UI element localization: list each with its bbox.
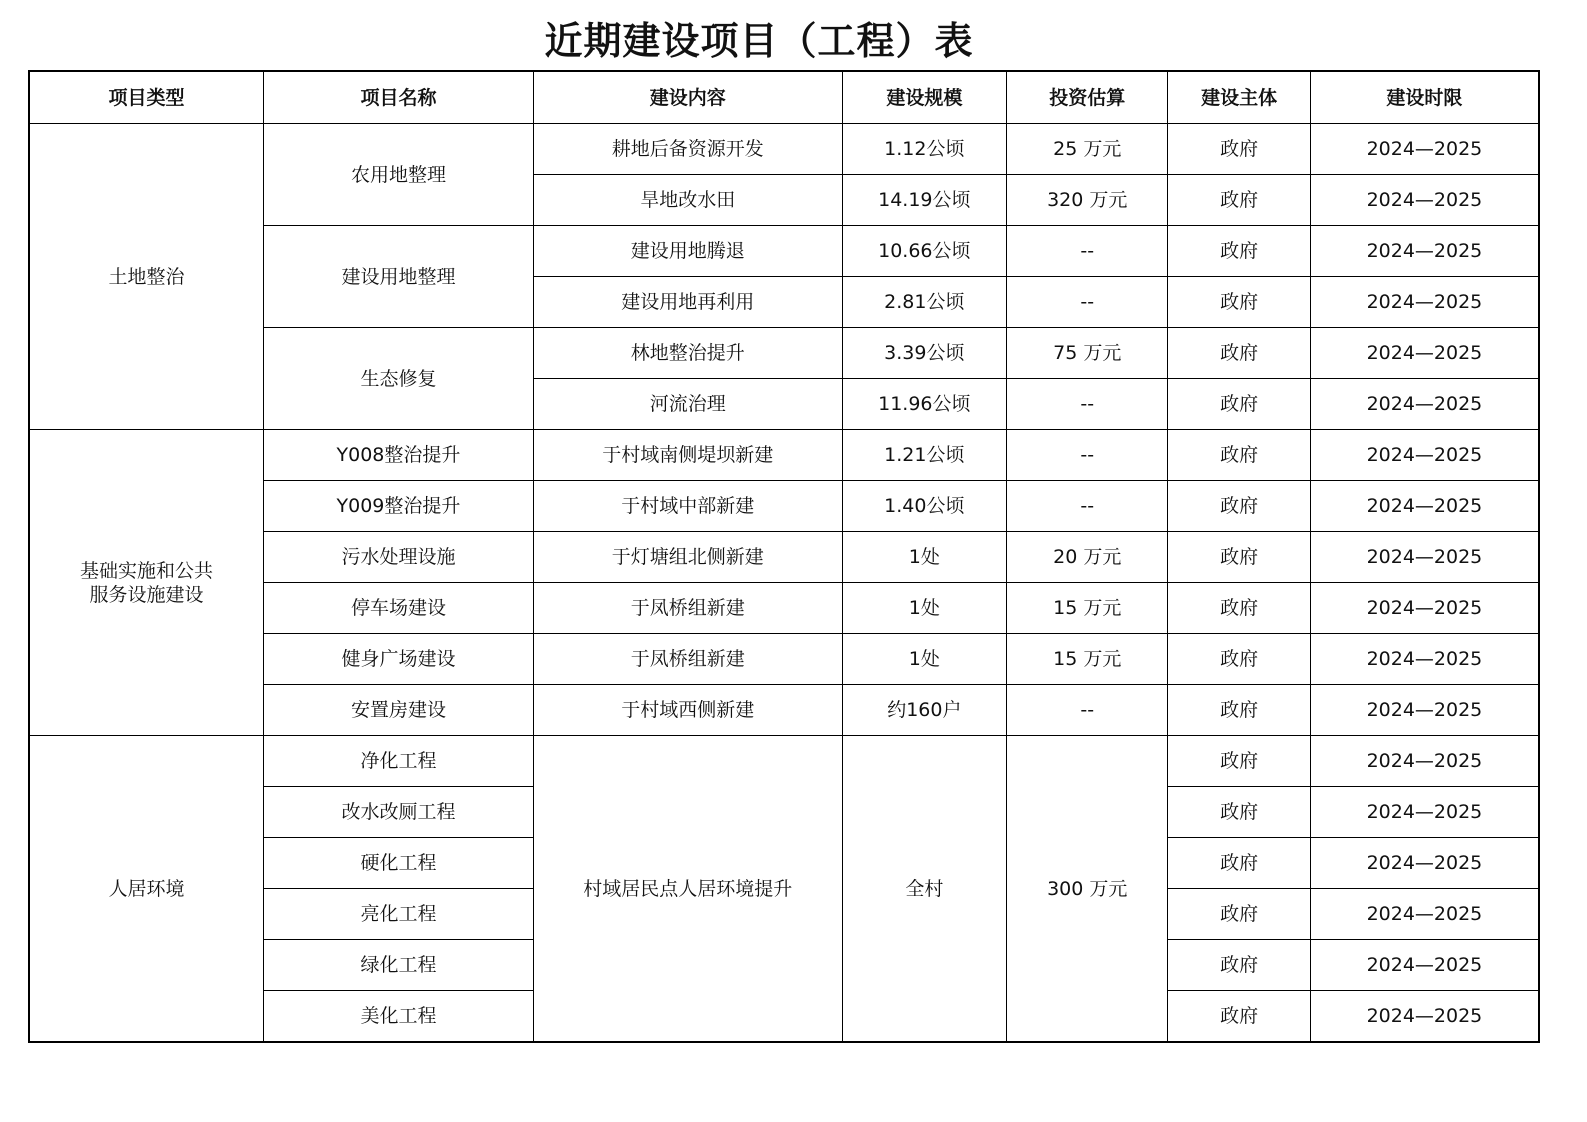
period-cell: 2024—2025 (1310, 226, 1539, 277)
content-cell: 于村域中部新建 (533, 481, 842, 532)
period-cell: 2024—2025 (1310, 685, 1539, 736)
invest-cell: 15 万元 (1007, 634, 1168, 685)
content-cell: 于村域南侧堤坝新建 (533, 430, 842, 481)
content-cell: 林地整治提升 (533, 328, 842, 379)
scale-cell: 1.40公顷 (842, 481, 1006, 532)
project-type-cell: 人居环境 (29, 736, 264, 1043)
invest-cell: 15 万元 (1007, 583, 1168, 634)
period-cell: 2024—2025 (1310, 634, 1539, 685)
scale-cell: 1.21公顷 (842, 430, 1006, 481)
invest-cell: -- (1007, 277, 1168, 328)
invest-cell: -- (1007, 430, 1168, 481)
project-name-cell: 生态修复 (264, 328, 534, 430)
subject-cell: 政府 (1168, 787, 1310, 838)
header-scale: 建设规模 (842, 71, 1006, 124)
header-period: 建设时限 (1310, 71, 1539, 124)
invest-cell: 20 万元 (1007, 532, 1168, 583)
period-cell: 2024—2025 (1310, 532, 1539, 583)
project-name-cell: 硬化工程 (264, 838, 534, 889)
project-table (28, 70, 1540, 1043)
invest-cell: 25 万元 (1007, 124, 1168, 175)
scale-cell: 1处 (842, 583, 1006, 634)
content-cell: 于村域西侧新建 (533, 685, 842, 736)
subject-cell: 政府 (1168, 685, 1310, 736)
invest-cell: -- (1007, 685, 1168, 736)
invest-cell: 75 万元 (1007, 328, 1168, 379)
subject-cell: 政府 (1168, 277, 1310, 328)
content-cell: 于凤桥组新建 (533, 634, 842, 685)
project-name-cell: 美化工程 (264, 991, 534, 1043)
project-name-cell: 净化工程 (264, 736, 534, 787)
table-row (29, 430, 1539, 481)
header-type: 项目类型 (29, 71, 264, 124)
table-row (29, 124, 1539, 175)
project-name-cell: 停车场建设 (264, 583, 534, 634)
period-cell: 2024—2025 (1310, 379, 1539, 430)
subject-cell: 政府 (1168, 379, 1310, 430)
invest-cell: -- (1007, 226, 1168, 277)
period-cell: 2024—2025 (1310, 481, 1539, 532)
scale-cell: 约160户 (842, 685, 1006, 736)
scale-cell: 3.39公顷 (842, 328, 1006, 379)
scale-cell: 1处 (842, 634, 1006, 685)
subject-cell: 政府 (1168, 481, 1310, 532)
subject-cell: 政府 (1168, 430, 1310, 481)
period-cell: 2024—2025 (1310, 889, 1539, 940)
scale-cell: 14.19公顷 (842, 175, 1006, 226)
project-name-cell: 绿化工程 (264, 940, 534, 991)
subject-cell: 政府 (1168, 991, 1310, 1043)
project-name-cell: Y008整治提升 (264, 430, 534, 481)
scale-cell: 11.96公顷 (842, 379, 1006, 430)
invest-cell: 300 万元 (1007, 736, 1168, 1043)
invest-cell: -- (1007, 481, 1168, 532)
period-cell: 2024—2025 (1310, 124, 1539, 175)
project-name-cell: 改水改厕工程 (264, 787, 534, 838)
content-cell: 于凤桥组新建 (533, 583, 842, 634)
project-type-cell: 土地整治 (29, 124, 264, 430)
scale-cell: 全村 (842, 736, 1006, 1043)
subject-cell: 政府 (1168, 532, 1310, 583)
project-name-cell: 安置房建设 (264, 685, 534, 736)
subject-cell: 政府 (1168, 940, 1310, 991)
subject-cell: 政府 (1168, 175, 1310, 226)
scale-cell: 2.81公顷 (842, 277, 1006, 328)
scale-cell: 10.66公顷 (842, 226, 1006, 277)
content-cell: 耕地后备资源开发 (533, 124, 842, 175)
period-cell: 2024—2025 (1310, 583, 1539, 634)
project-name-cell: 农用地整理 (264, 124, 534, 226)
period-cell: 2024—2025 (1310, 940, 1539, 991)
subject-cell: 政府 (1168, 328, 1310, 379)
project-name-cell: Y009整治提升 (264, 481, 534, 532)
header-subject: 建设主体 (1168, 71, 1310, 124)
period-cell: 2024—2025 (1310, 175, 1539, 226)
table-row (29, 736, 1539, 787)
period-cell: 2024—2025 (1310, 430, 1539, 481)
project-name-cell: 亮化工程 (264, 889, 534, 940)
invest-cell: 320 万元 (1007, 175, 1168, 226)
scale-cell: 1处 (842, 532, 1006, 583)
subject-cell: 政府 (1168, 124, 1310, 175)
subject-cell: 政府 (1168, 634, 1310, 685)
period-cell: 2024—2025 (1310, 277, 1539, 328)
header-row (29, 71, 1539, 124)
header-content: 建设内容 (533, 71, 842, 124)
content-cell: 于灯塘组北侧新建 (533, 532, 842, 583)
project-name-cell: 建设用地整理 (264, 226, 534, 328)
period-cell: 2024—2025 (1310, 787, 1539, 838)
header-name: 项目名称 (264, 71, 534, 124)
invest-cell: -- (1007, 379, 1168, 430)
scale-cell: 1.12公顷 (842, 124, 1006, 175)
content-cell: 村域居民点人居环境提升 (533, 736, 842, 1043)
subject-cell: 政府 (1168, 838, 1310, 889)
subject-cell: 政府 (1168, 226, 1310, 277)
period-cell: 2024—2025 (1310, 991, 1539, 1043)
project-name-cell: 健身广场建设 (264, 634, 534, 685)
content-cell: 旱地改水田 (533, 175, 842, 226)
period-cell: 2024—2025 (1310, 328, 1539, 379)
content-cell: 河流治理 (533, 379, 842, 430)
page-title: 近期建设项目（工程）表 (544, 19, 974, 63)
header-invest: 投资估算 (1007, 71, 1168, 124)
period-cell: 2024—2025 (1310, 736, 1539, 787)
project-type-cell: 基础实施和公共 服务设施建设 (29, 430, 264, 736)
content-cell: 建设用地腾退 (533, 226, 842, 277)
subject-cell: 政府 (1168, 889, 1310, 940)
content-cell: 建设用地再利用 (533, 277, 842, 328)
project-name-cell: 污水处理设施 (264, 532, 534, 583)
subject-cell: 政府 (1168, 583, 1310, 634)
subject-cell: 政府 (1168, 736, 1310, 787)
period-cell: 2024—2025 (1310, 838, 1539, 889)
